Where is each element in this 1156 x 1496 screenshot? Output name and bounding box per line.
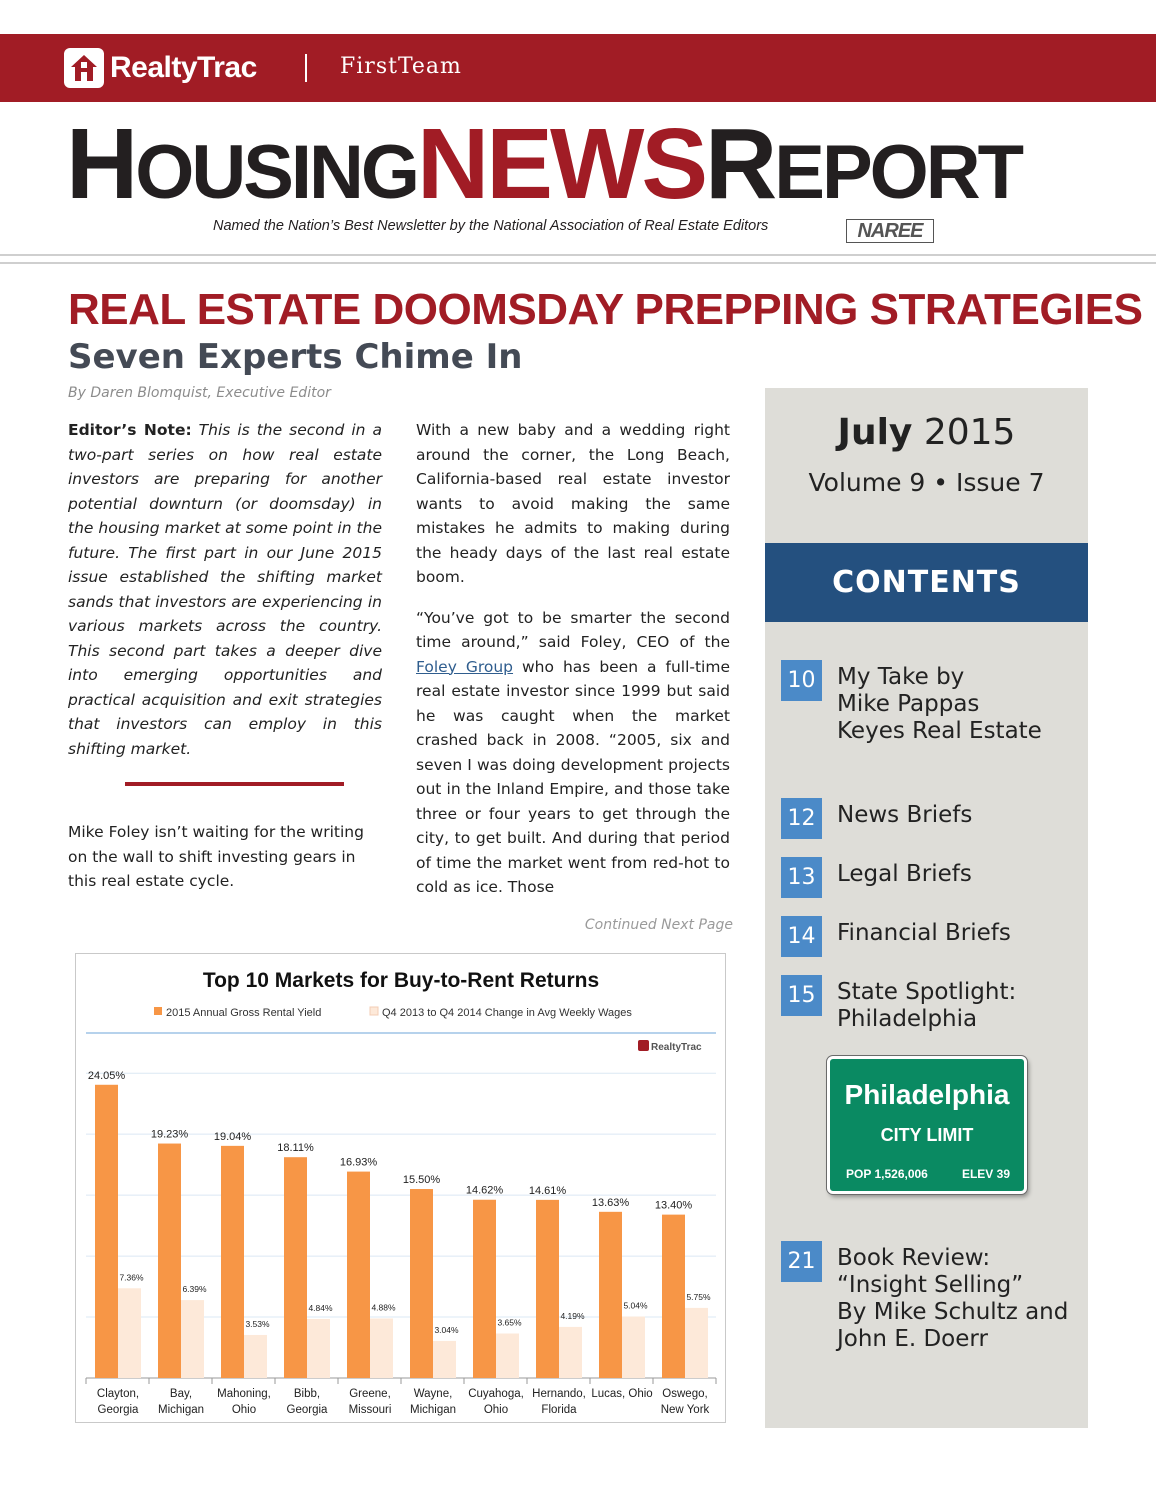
- chart-watermark: [638, 1040, 702, 1053]
- article-headline: REAL ESTATE DOOMSDAY PREPPING STRATEGIES: [68, 285, 1143, 334]
- toc-title: Financial Briefs: [837, 920, 1011, 946]
- continued-next-page[interactable]: Continued Next Page: [584, 917, 733, 933]
- bar-rental-yield: [599, 1212, 622, 1378]
- category-label: Michigan: [157, 1404, 205, 1416]
- category-label: Greene,: [349, 1388, 391, 1400]
- category-label: Ohio: [483, 1404, 509, 1416]
- bar-data-label: 7.36%: [119, 1272, 144, 1283]
- bar-data-label: 14.61%: [528, 1184, 567, 1197]
- watermark-text: RealtyTrac: [651, 1042, 702, 1053]
- category-label: Hernando,: [532, 1388, 586, 1400]
- toc-title: State Spotlight: Philadelphia: [837, 979, 1017, 1032]
- category-label: Mahoning,: [217, 1388, 271, 1400]
- foley-group-link[interactable]: Foley Group: [416, 657, 514, 676]
- bar-data-label: 4.84%: [308, 1302, 333, 1313]
- body-paragraph: [416, 606, 730, 900]
- masthead-rule-top: [0, 254, 1156, 256]
- philadelphia-city-limit-sign: [827, 1056, 1027, 1194]
- masthead-h: H: [66, 108, 136, 220]
- bar-data-label: 13.40%: [654, 1199, 693, 1212]
- bar-data-label: 24.05%: [87, 1069, 126, 1082]
- masthead-rule-bottom: [0, 262, 1156, 264]
- category-label: Ohio: [231, 1404, 257, 1416]
- bar-rental-yield: [284, 1157, 307, 1378]
- realtytrac-logo[interactable]: [64, 46, 257, 90]
- category-label: Michigan: [409, 1404, 457, 1416]
- sign-population: POP 1,526,006: [846, 1167, 928, 1181]
- bar-data-label: 13.63%: [591, 1196, 630, 1209]
- bar-rental-yield: [221, 1146, 244, 1378]
- category-label: Oswego,: [662, 1388, 708, 1400]
- toc-title: News Briefs: [837, 802, 973, 828]
- toc-page-number: 15: [781, 975, 822, 1016]
- masthead-r: R: [705, 108, 775, 220]
- category-label: Cuyahoga,: [468, 1388, 524, 1400]
- brand-separator: [305, 54, 307, 82]
- bar-data-label: 19.23%: [150, 1128, 189, 1141]
- bar-rental-yield: [473, 1200, 496, 1378]
- issue-date: [765, 412, 1088, 453]
- legend-entry: Q4 2013 to Q4 2014 Change in Avg Weekly Wages: [382, 1007, 632, 1019]
- category-label: Lucas, Ohio: [591, 1388, 653, 1400]
- issue-year: 2015: [912, 412, 1016, 453]
- sign-city: Philadelphia: [844, 1079, 1010, 1110]
- category-label: Bay,: [169, 1388, 193, 1400]
- chart-title: Top 10 Markets for Buy-to-Rent Returns: [202, 969, 600, 992]
- issue-month: July: [837, 412, 913, 453]
- toc-title: Legal Briefs: [837, 861, 972, 887]
- bar-data-label: 4.88%: [371, 1302, 396, 1313]
- masthead-news: EWS: [486, 108, 706, 220]
- bar-data-label: 3.65%: [497, 1317, 522, 1328]
- bar-data-label: 3.53%: [245, 1318, 270, 1329]
- bar-rental-yield: [536, 1200, 559, 1378]
- bar-data-label: 6.39%: [182, 1284, 207, 1295]
- house-icon: [64, 48, 104, 88]
- realtytrac-wordmark: RealtyTrac: [110, 51, 257, 84]
- legend-swatch: [370, 1007, 378, 1015]
- bar-wage-change: [559, 1327, 582, 1378]
- bar-wage-change: [496, 1333, 519, 1378]
- bar-wage-change: [307, 1319, 330, 1378]
- bar-data-label: 18.11%: [277, 1142, 314, 1155]
- bar-wage-change: [622, 1317, 645, 1378]
- masthead-tagline: Named the Nation’s Best Newsletter by the National Association of Real Estate Editors: [213, 218, 769, 234]
- masthead-title: [66, 108, 1096, 220]
- naree-logo: NAREE: [846, 219, 934, 243]
- sidebar: [765, 388, 1088, 1428]
- bar-wage-change: [370, 1319, 393, 1378]
- bar-rental-yield: [158, 1144, 181, 1378]
- bar-data-label: 19.04%: [213, 1130, 252, 1143]
- legend-swatch: [154, 1007, 162, 1015]
- category-label: Wayne,: [413, 1388, 453, 1400]
- toc-page-number: 12: [781, 798, 822, 839]
- article-body: [416, 418, 730, 916]
- bar-wage-change: [685, 1308, 708, 1378]
- brand-bar: [0, 34, 1156, 102]
- category-label: Bibb,: [293, 1388, 321, 1400]
- bar-data-label: 3.04%: [434, 1324, 459, 1335]
- bar-rental-yield: [410, 1189, 433, 1378]
- legend-entry: 2015 Annual Gross Rental Yield: [166, 1007, 322, 1019]
- section-divider: [125, 782, 344, 786]
- body-text: “You’ve got to be smarter the second time around,” said Foley, CEO of the: [416, 608, 730, 651]
- bar-rental-yield: [95, 1085, 118, 1378]
- watermark-house-icon: [638, 1040, 649, 1051]
- body-paragraph: With a new baby and a wedding right around the corner, the Long Beach, California-based real estate investor wants to avoid making the same mistakes he admits to making during the heady days of the last real estate boom.: [416, 421, 730, 586]
- bar-data-label: 5.75%: [686, 1291, 711, 1302]
- bar-data-label: 15.50%: [402, 1174, 441, 1187]
- toc-title: Book Review: “Insight Selling” By Mike Schultz and John E. Doerr: [837, 1245, 1069, 1352]
- category-label: Missouri: [348, 1404, 392, 1416]
- toc-page-number: 21: [781, 1241, 822, 1282]
- bar-data-label: 16.93%: [339, 1156, 378, 1169]
- toc-title: My Take by Mike Pappas Keyes Real Estate: [837, 664, 1042, 744]
- toc-page-number: 13: [781, 857, 822, 898]
- article-intro: Mike Foley isn’t waiting for the writing on the wall to shift investing gears in this real estate cycle.: [68, 823, 364, 890]
- bar-wage-change: [433, 1341, 456, 1378]
- bar-data-label: 4.19%: [560, 1310, 585, 1321]
- toc-page-number: 14: [781, 916, 822, 957]
- bar-wage-change: [181, 1300, 204, 1378]
- category-label: New York: [660, 1404, 710, 1416]
- bar-rental-yield: [347, 1172, 370, 1378]
- editors-note-text: This is the second in a two-part series on how real estate investors are preparing for another potential downturn (or doomsday) in the housing market at some point in the future. The first part in our June 2015 issue established the shifting market sands that investors are experiencing in various markets across the country. This second part takes a deeper dive into emerging opportunities and practical acquisition and exit strategies that investors can employ in this shifting market.: [68, 421, 382, 758]
- sign-city-limit: CITY LIMIT: [880, 1125, 974, 1145]
- masthead-housing: OUSING: [135, 130, 418, 215]
- masthead-n: N: [417, 108, 487, 220]
- editors-note-label: Editor’s Note:: [68, 421, 192, 439]
- toc-page-number: 10: [781, 660, 822, 701]
- contents-header: CONTENTS: [765, 543, 1088, 622]
- category-label: Clayton,: [96, 1388, 140, 1400]
- chart-svg: [76, 954, 727, 1424]
- bar-wage-change: [118, 1288, 141, 1378]
- category-label: Georgia: [97, 1404, 139, 1416]
- body-text: who has been a full-time real estate investor since 1999 but said he was caught when the market crashed back in 2008. “2005, six and seven I was doing development projects out in the Inland Empire, and those take three or four years to get through the city, to get built. And during that period of time the market went from red-hot to cold as ice. Those: [416, 657, 730, 896]
- article-byline: By Daren Blomquist, Executive Editor: [68, 385, 331, 401]
- bar-wage-change: [244, 1335, 267, 1378]
- buy-to-rent-chart: [75, 953, 726, 1423]
- category-label: Florida: [541, 1404, 577, 1416]
- issue-volume: Volume 9 • Issue 7: [808, 468, 1045, 497]
- firstteam-logo[interactable]: FirstTeam: [340, 54, 462, 79]
- bar-rental-yield: [662, 1215, 685, 1378]
- editors-note: [68, 418, 382, 761]
- bar-data-label: 5.04%: [623, 1300, 648, 1311]
- sign-elevation: ELEV 39: [961, 1167, 1010, 1181]
- article-subhead: Seven Experts Chime In: [68, 337, 523, 377]
- bar-data-label: 14.62%: [465, 1184, 504, 1197]
- masthead-report: EPORT: [774, 130, 1022, 215]
- category-label: Georgia: [286, 1404, 328, 1416]
